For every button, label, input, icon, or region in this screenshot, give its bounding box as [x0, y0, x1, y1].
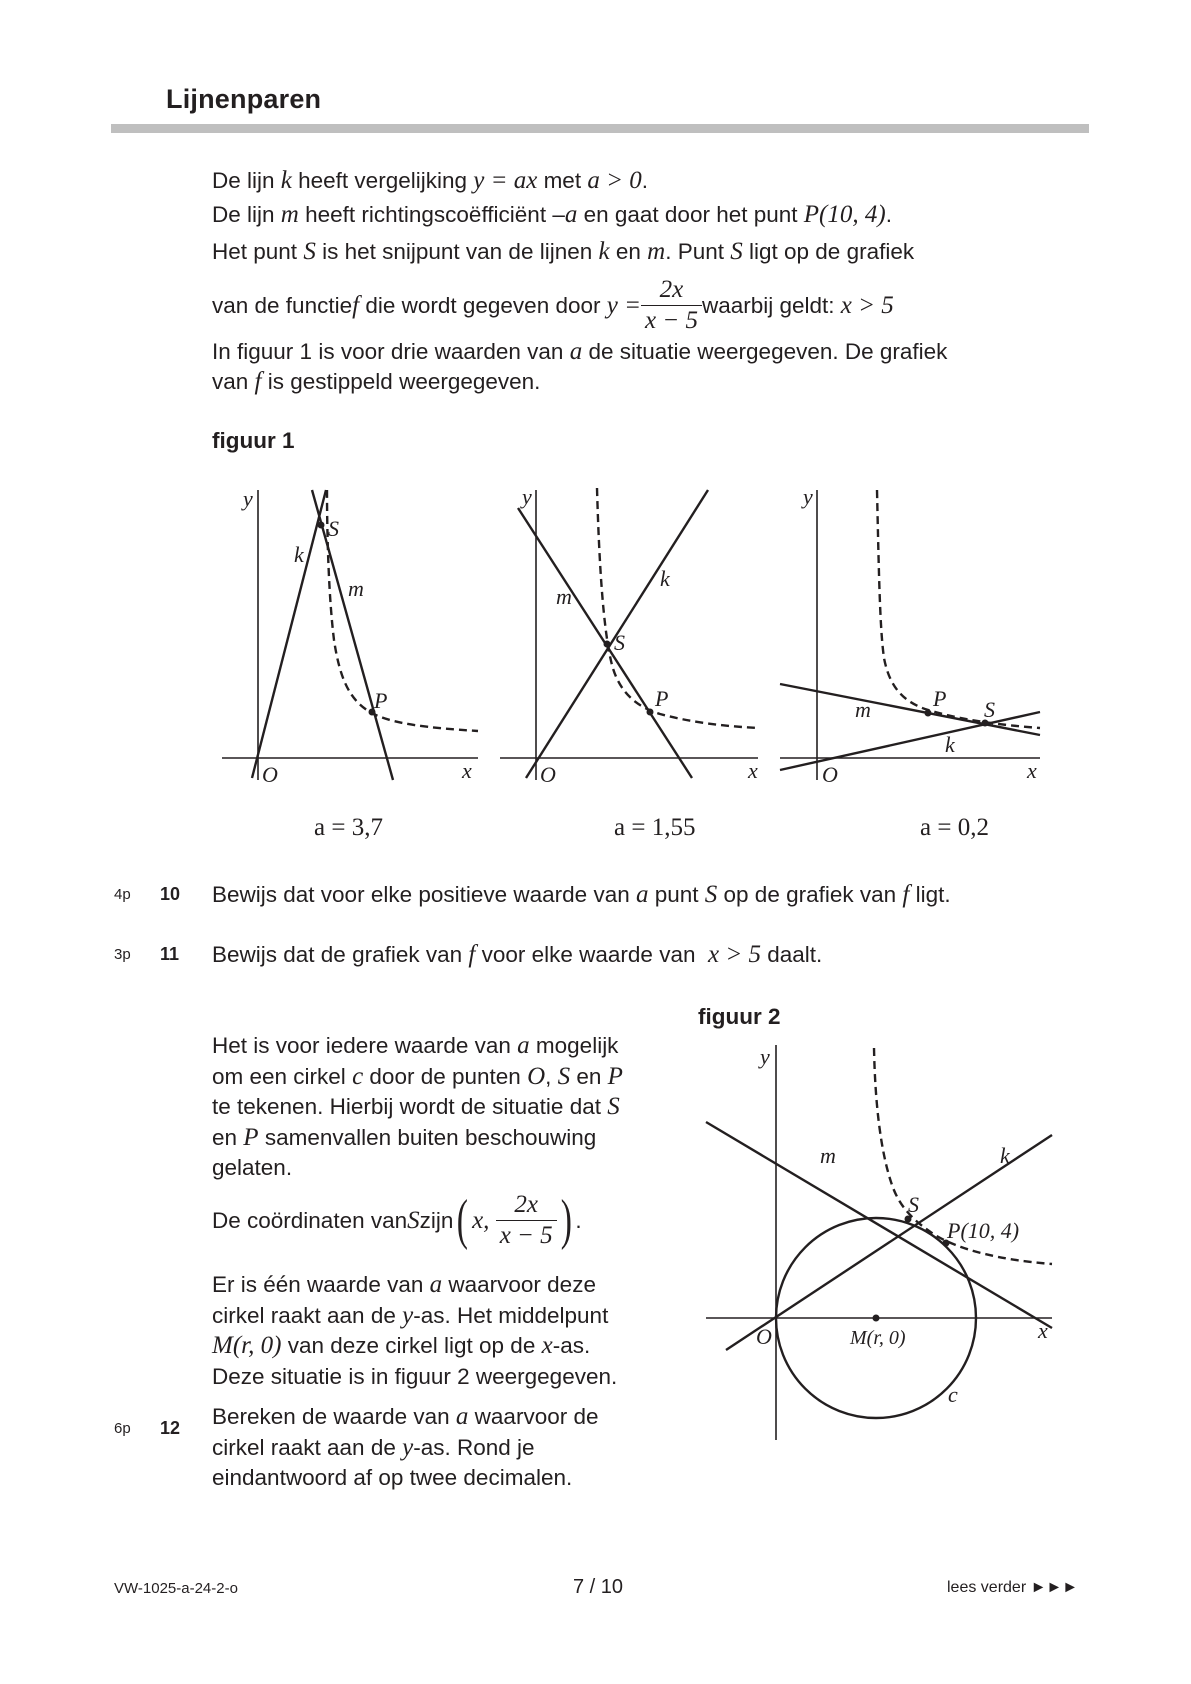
panel-3-a-value: a = 0,2: [920, 814, 989, 841]
intro-line-6: van f is gestippeld weergegeven.: [212, 368, 541, 395]
svg-text:m: m: [820, 1143, 836, 1168]
question-10-points: 4p: [114, 886, 131, 903]
svg-text:y: y: [803, 484, 813, 509]
svg-text:S: S: [908, 1192, 919, 1217]
intro-line-4: van de functie f die wordt gegeven door y = $\frac{2x}{x - 5}$ waarbij geldt: x > 5: [212, 275, 894, 334]
panel-1-a-value: a = 3,7: [314, 814, 383, 841]
question-12-points: 6p: [114, 1420, 131, 1437]
svg-text:x: x: [1038, 1318, 1048, 1343]
figure-2-label: figuur 2: [698, 1004, 781, 1029]
svg-text:x: x: [1027, 758, 1037, 783]
svg-text:P(10, 4): P(10, 4): [947, 1218, 1020, 1243]
svg-text:c: c: [948, 1382, 958, 1407]
function-fraction: $\frac{2x}{x - 5}$: [641, 275, 702, 336]
intro-line-1: De lijn k heeft vergelijking y = ax met a > 0.: [212, 167, 648, 194]
question-11-points: 3p: [114, 946, 131, 963]
footer-exam-code: VW-1025-a-24-2-o: [114, 1580, 238, 1597]
right-paren: ): [560, 1189, 572, 1251]
svg-text:k: k: [294, 542, 304, 567]
svg-text:y: y: [760, 1044, 770, 1069]
s-y-fraction: $\frac{2x}{x - 5}$: [496, 1190, 557, 1251]
context-paragraph-1: Het is voor iedere waarde van a mogelijk om een cirkel c door de punten O, S en P te tekenen. Hierbij wordt de situatie dat S en P samenvallen buiten beschouwing gelaten.: [212, 1032, 623, 1180]
question-11-text: Bewijs dat de grafiek van f voor elke waarde van x > 5 daalt.: [212, 941, 823, 968]
svg-text:O: O: [822, 762, 838, 787]
svg-text:m: m: [556, 584, 572, 609]
context-s-coordinates: De coördinaten van S zijn ( x, $\frac{2x}{x - 5}$ ) .: [212, 1189, 582, 1251]
svg-text:k: k: [945, 732, 955, 757]
svg-text:O: O: [756, 1324, 772, 1349]
svg-text:x: x: [462, 758, 472, 783]
svg-text:k: k: [1000, 1143, 1010, 1168]
footer-page-number: 7 / 10: [573, 1576, 624, 1598]
intro-line-5: In figuur 1 is voor drie waarden van a de situatie weergegeven. De grafiek: [212, 338, 948, 365]
figure-1-label: figuur 1: [212, 428, 295, 453]
svg-text:S: S: [614, 630, 625, 655]
figure-1-panel-a-3-7: [222, 486, 478, 787]
svg-text:y: y: [522, 484, 532, 509]
figure-1-graphs: [200, 480, 1060, 800]
figure-2-graph: [700, 1040, 1060, 1450]
question-11-number: 11: [160, 944, 180, 964]
question-10-text: Bewijs dat voor elke positieve waarde van a punt S op de grafiek van f ligt.: [212, 881, 951, 908]
question-10-number: 10: [160, 884, 181, 904]
context-paragraph-3: Er is één waarde van a waarvoor deze cirkel raakt aan de y-as. Het middelpunt M(r, 0) van deze cirkel ligt op de x-as. Deze situatie is in figuur 2 weergegeven.: [212, 1271, 618, 1389]
intro-line-3: Het punt S is het snijpunt van de lijnen k en m. Punt S ligt op de grafiek: [212, 238, 915, 265]
svg-text:m: m: [855, 697, 871, 722]
left-paren: (: [457, 1189, 469, 1251]
svg-text:P: P: [655, 686, 669, 711]
question-12-number: 12: [160, 1418, 181, 1438]
svg-text:O: O: [540, 762, 556, 787]
svg-text:x: x: [748, 758, 758, 783]
svg-text:M(r, 0): M(r, 0): [850, 1327, 906, 1349]
question-12-text: Bereken de waarde van a waarvoor de cirkel raakt aan de y-as. Rond je eindantwoord af op twee decimalen.: [212, 1403, 599, 1490]
title-divider: [111, 124, 1089, 133]
svg-text:S: S: [984, 697, 995, 722]
figure-1-panel-a-1-55: [500, 484, 758, 787]
footer-continue: lees verder ►►►: [947, 1579, 1079, 1596]
svg-text:P: P: [374, 688, 388, 713]
svg-text:O: O: [262, 762, 278, 787]
page-title: Lijnenparen: [166, 84, 322, 114]
svg-text:S: S: [328, 516, 339, 541]
svg-text:k: k: [660, 566, 670, 591]
figure-1-panel-a-0-2: [780, 484, 1040, 787]
panel-2-a-value: a = 1,55: [614, 814, 696, 841]
intro-line-2: De lijn m heeft richtingscoëfficiënt –a en gaat door het punt P(10, 4).: [212, 201, 892, 228]
svg-text:m: m: [348, 576, 364, 601]
svg-text:y: y: [243, 486, 253, 511]
svg-text:P: P: [933, 686, 947, 711]
